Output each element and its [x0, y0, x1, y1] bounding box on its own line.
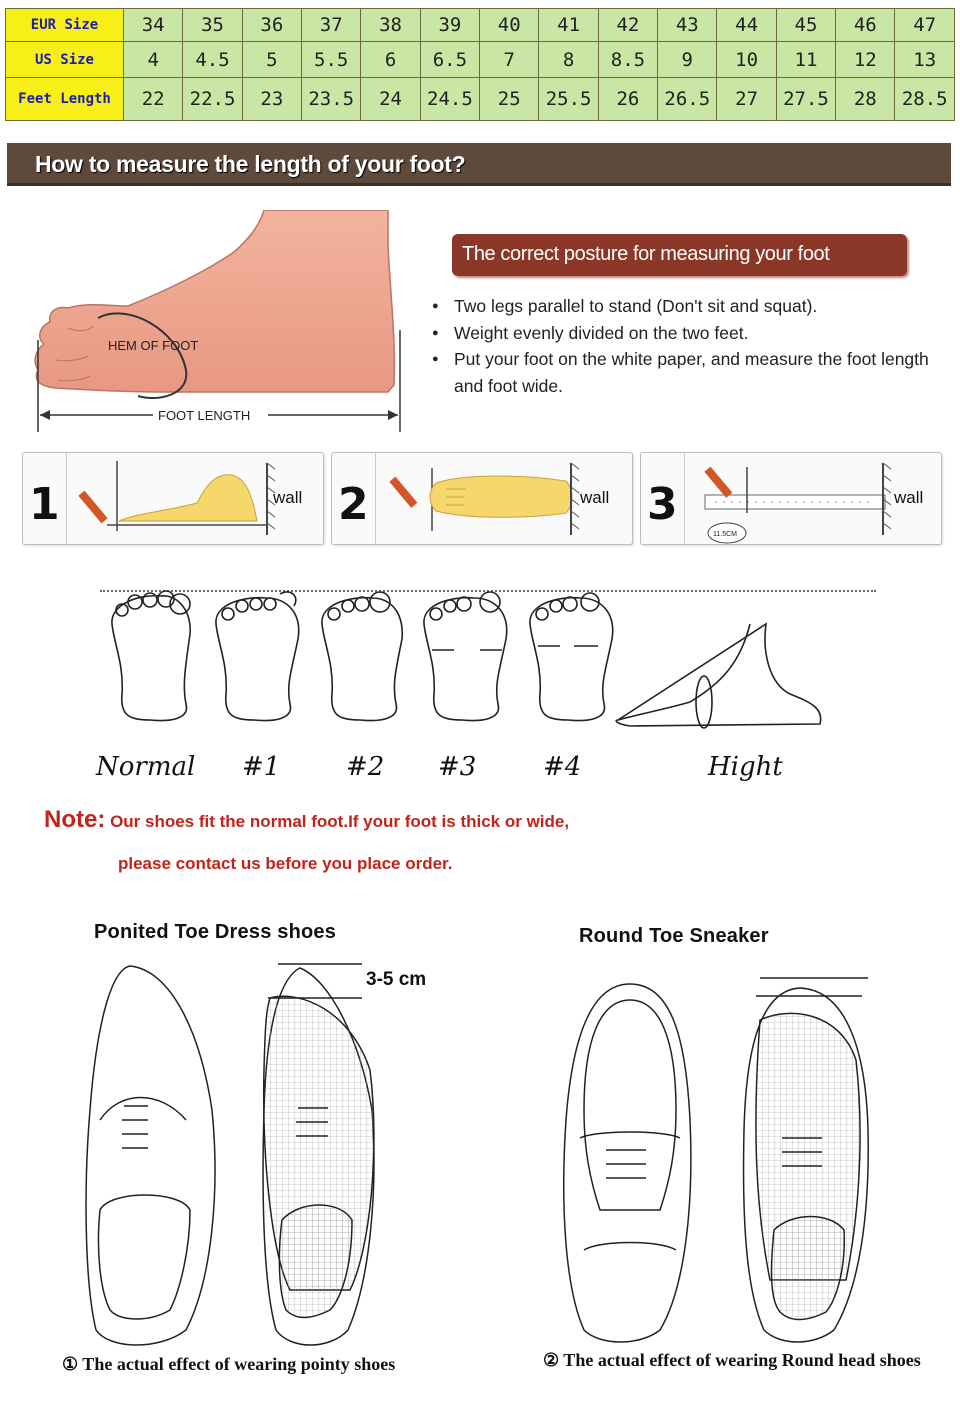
foot-illustration [28, 210, 408, 440]
shoe-comparison-illustration [0, 950, 960, 1350]
note-line-1: Our shoes fit the normal foot.If your foot is thick or wide, [110, 812, 570, 831]
size-cell: 47 [895, 9, 955, 42]
note-head: Note: [44, 806, 106, 833]
size-cell: 43 [658, 9, 717, 42]
size-cell: 22.5 [183, 78, 242, 121]
foot-type-normal: Normal [96, 752, 196, 782]
size-cell: 23 [242, 78, 301, 121]
size-cell: 28.5 [895, 78, 955, 121]
size-cell: 39 [420, 9, 479, 42]
posture-tips [432, 293, 942, 399]
note-line-2: please contact us before you place order. [118, 854, 453, 873]
size-cell: 35 [183, 9, 242, 42]
ruler-label: 11.5CM [713, 531, 737, 538]
step-number: 3 [647, 479, 678, 530]
size-cell: 12 [836, 42, 895, 78]
size-cell: 8.5 [598, 42, 657, 78]
step-2-panel [331, 452, 633, 545]
size-cell: 45 [776, 9, 835, 42]
size-cell: 28 [836, 78, 895, 121]
size-row-label: Feet Length [6, 78, 124, 121]
size-cell: 23.5 [302, 78, 361, 121]
size-cell: 4 [124, 42, 183, 78]
tip-item: ● Two legs parallel to stand (Don't sit and squat). [432, 293, 942, 320]
size-cell: 42 [598, 9, 657, 42]
hem-label: HEM OF FOOT [108, 338, 199, 353]
size-cell: 37 [302, 9, 361, 42]
size-cell: 11 [776, 42, 835, 78]
size-cell: 6 [361, 42, 420, 78]
size-cell: 6.5 [420, 42, 479, 78]
fit-note [44, 806, 569, 834]
foot-type-4: #4 [543, 752, 582, 782]
size-cell: 10 [717, 42, 776, 78]
section-banner [7, 143, 951, 186]
size-cell: 40 [480, 9, 539, 42]
foot-type-2: #2 [346, 752, 385, 782]
size-cell: 24.5 [420, 78, 479, 121]
round-shoe-caption: ② The actual effect of wearing Round head shoes [543, 1350, 921, 1370]
size-row-label: US Size [6, 42, 124, 78]
step-number: 1 [29, 479, 60, 530]
round-shoe-title: Round Toe Sneaker [579, 925, 769, 947]
size-cell: 27.5 [776, 78, 835, 121]
tip-item: ● Put your foot on the white paper, and measure the foot length and foot wide. [432, 346, 942, 399]
size-cell: 36 [242, 9, 301, 42]
wall-label: wall [894, 488, 924, 507]
tip-item: ● Weight evenly divided on the two feet. [432, 320, 942, 347]
size-cell: 27 [717, 78, 776, 121]
size-row [6, 9, 955, 42]
size-cell: 4.5 [183, 42, 242, 78]
size-row-label: EUR Size [6, 9, 124, 42]
size-cell: 13 [895, 42, 955, 78]
posture-badge [452, 234, 907, 276]
banner-title: How to measure the length of your foot? [35, 151, 466, 177]
size-row [6, 42, 955, 78]
size-cell: 44 [717, 9, 776, 42]
length-label: FOOT LENGTH [158, 408, 251, 423]
step-number: 2 [338, 479, 369, 530]
foot-type-1: #1 [242, 752, 281, 782]
foot-type-3: #3 [438, 752, 477, 782]
foot-type-hight: Hight [708, 752, 783, 782]
toe-room-measure: 3-5 cm [366, 969, 427, 990]
size-cell: 41 [539, 9, 598, 42]
size-cell: 26.5 [658, 78, 717, 121]
step-3-panel [640, 452, 942, 545]
posture-title: The correct posture for measuring your foot [462, 243, 830, 265]
size-cell: 25 [480, 78, 539, 121]
wall-label: wall [580, 488, 610, 507]
size-cell: 8 [539, 42, 598, 78]
size-cell: 5.5 [302, 42, 361, 78]
size-cell: 22 [124, 78, 183, 121]
size-cell: 9 [658, 42, 717, 78]
size-cell: 25.5 [539, 78, 598, 121]
pointed-shoe-title: Ponited Toe Dress shoes [94, 921, 337, 943]
wall-label: wall [273, 488, 303, 507]
step-1-panel [22, 452, 324, 545]
size-cell: 38 [361, 9, 420, 42]
size-cell: 26 [598, 78, 657, 121]
size-cell: 46 [836, 9, 895, 42]
size-cell: 34 [124, 9, 183, 42]
size-chart-table [5, 8, 955, 121]
size-cell: 24 [361, 78, 420, 121]
pointed-shoe-caption: ① The actual effect of wearing pointy shoes [62, 1354, 396, 1374]
size-cell: 7 [480, 42, 539, 78]
size-cell: 5 [242, 42, 301, 78]
size-row [6, 78, 955, 121]
